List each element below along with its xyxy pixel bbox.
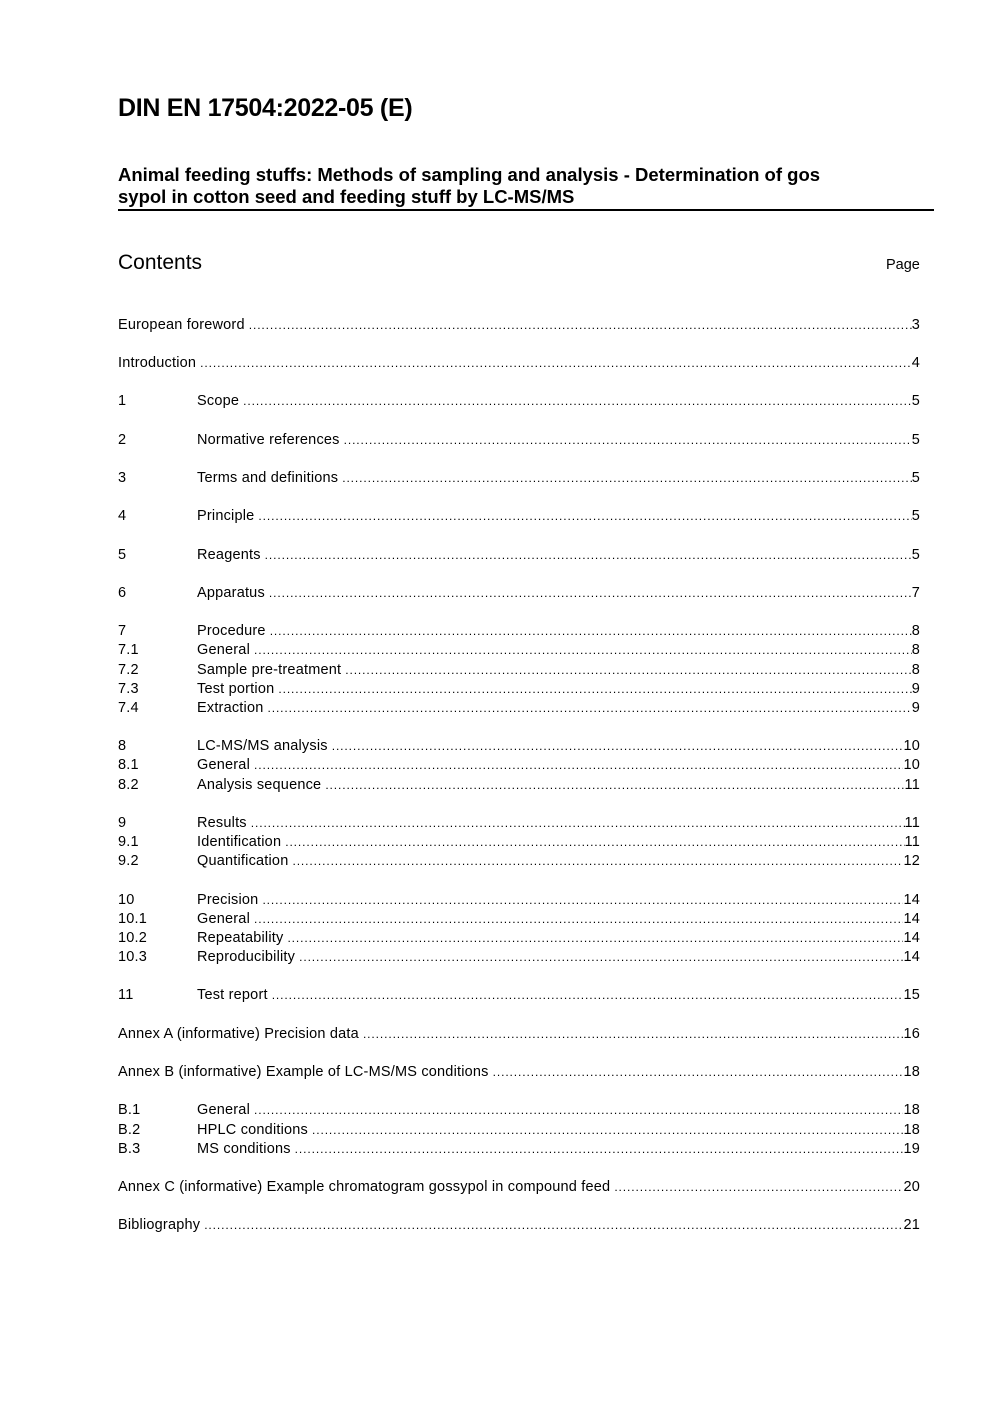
toc-entry-number: 10.1 xyxy=(118,911,148,927)
toc-entry-page: 14 xyxy=(903,911,920,927)
toc-entry-number: 5 xyxy=(118,547,127,563)
toc-dot-leader xyxy=(254,910,903,929)
toc-entry-number: 10.3 xyxy=(118,949,148,965)
toc-entry[interactable] xyxy=(118,680,920,699)
toc-dot-leader xyxy=(344,431,912,450)
toc-entry-title: Bibliography xyxy=(118,1217,201,1233)
toc-entry-number: 7.1 xyxy=(118,642,139,658)
toc-entry-title: Identification xyxy=(197,834,282,850)
toc-entry-page: 7 xyxy=(911,585,920,601)
toc-entry-page: 20 xyxy=(903,1179,920,1195)
toc-entry[interactable] xyxy=(118,929,920,948)
toc-entry-title: Repeatability xyxy=(197,930,284,946)
toc-entry[interactable] xyxy=(118,891,920,910)
toc-entry-page: 10 xyxy=(903,757,920,773)
toc-entry[interactable] xyxy=(118,833,920,852)
toc-dot-leader xyxy=(287,929,903,948)
toc-dot-leader xyxy=(200,354,912,373)
toc-entry-title: LC-MS/MS analysis xyxy=(197,738,328,754)
toc-entry-page: 18 xyxy=(903,1102,920,1118)
toc-dot-leader xyxy=(325,776,904,795)
toc-dot-leader xyxy=(254,1101,903,1120)
toc-entry[interactable] xyxy=(118,584,920,603)
toc-entry[interactable] xyxy=(118,1178,920,1197)
toc-entry-page: 4 xyxy=(911,355,920,371)
toc-entry[interactable] xyxy=(118,1025,920,1044)
toc-entry-title: Quantification xyxy=(197,853,289,869)
toc-entry[interactable] xyxy=(118,1216,920,1235)
toc-entry-page: 8 xyxy=(911,642,920,658)
toc-entry[interactable] xyxy=(118,316,920,335)
toc-entry-title: Reagents xyxy=(197,547,261,563)
toc-dot-leader xyxy=(285,833,904,852)
toc-entry-title: Annex B (informative) Example of LC-MS/MS conditions xyxy=(118,1064,489,1080)
toc-dot-leader xyxy=(363,1025,904,1044)
toc-dot-leader xyxy=(295,1140,904,1159)
toc-entry-number: 8.2 xyxy=(118,777,139,793)
toc-entry-title: Scope xyxy=(197,393,240,409)
toc-entry-page: 5 xyxy=(911,547,920,563)
toc-entry-title: Principle xyxy=(197,508,255,524)
document-id: DIN EN 17504:2022-05 (E) xyxy=(118,94,413,122)
toc-entry-page: 15 xyxy=(903,987,920,1003)
toc-dot-leader xyxy=(254,756,903,775)
toc-entry-title: General xyxy=(197,911,250,927)
toc-entry-page: 21 xyxy=(903,1217,920,1233)
toc-entry-title: Precision xyxy=(197,892,259,908)
toc-entry-title: Annex C (informative) Example chromatogram gossypol in compound feed xyxy=(118,1179,611,1195)
toc-entry-page: 12 xyxy=(903,853,920,869)
toc-entry-title: MS conditions xyxy=(197,1141,291,1157)
toc-entry-page: 5 xyxy=(911,432,920,448)
toc-entry[interactable] xyxy=(118,546,920,565)
toc-entry-title: Test portion xyxy=(197,681,275,697)
toc-dot-leader xyxy=(345,661,912,680)
toc-dot-leader xyxy=(258,507,911,526)
toc-entry[interactable] xyxy=(118,431,920,450)
toc-dot-leader xyxy=(262,891,903,910)
document-title-line-1: Animal feeding stuffs: Methods of sampling and analysis - Determination of gos xyxy=(118,164,821,185)
toc-entry-number: 7.4 xyxy=(118,700,139,716)
toc-entry-page: 11 xyxy=(904,777,920,793)
toc-entry-number: 7.2 xyxy=(118,662,139,678)
toc-entry-title: Results xyxy=(197,815,247,831)
toc-entry[interactable] xyxy=(118,1101,920,1120)
toc-entry-title: Procedure xyxy=(197,623,266,639)
toc-entry-page: 5 xyxy=(911,508,920,524)
toc-entry-number: 8 xyxy=(118,738,127,754)
toc-entry-page: 18 xyxy=(903,1064,920,1080)
toc-dot-leader xyxy=(493,1063,904,1082)
toc-entry-number: 10.2 xyxy=(118,930,148,946)
toc-entry-page: 18 xyxy=(903,1122,920,1138)
toc-entry[interactable] xyxy=(118,699,920,718)
toc-entry-page: 14 xyxy=(903,949,920,965)
toc-entry-number: 3 xyxy=(118,470,127,486)
toc-entry[interactable] xyxy=(118,776,920,795)
toc-entry-page: 19 xyxy=(903,1141,920,1157)
toc-dot-leader xyxy=(204,1216,903,1235)
toc-entry-number: B.3 xyxy=(118,1141,141,1157)
toc-dot-leader xyxy=(614,1178,903,1197)
toc-entry-page: 5 xyxy=(911,393,920,409)
toc-entry[interactable] xyxy=(118,1121,920,1140)
toc-entry[interactable] xyxy=(118,756,920,775)
toc-entry-number: B.1 xyxy=(118,1102,141,1118)
toc-entry-page: 14 xyxy=(903,892,920,908)
toc-dot-leader xyxy=(272,986,904,1005)
toc-entry-title: HPLC conditions xyxy=(197,1122,308,1138)
toc-entry-number: 10 xyxy=(118,892,135,908)
toc-entry-number: 6 xyxy=(118,585,127,601)
toc-entry[interactable] xyxy=(118,986,920,1005)
toc-entry[interactable] xyxy=(118,622,920,641)
toc-entry-page: 9 xyxy=(911,700,920,716)
toc-entry[interactable] xyxy=(118,661,920,680)
page-column-label: Page xyxy=(886,257,920,273)
toc-entry-title: Test report xyxy=(197,987,268,1003)
toc-entry-number: B.2 xyxy=(118,1122,141,1138)
toc-entry[interactable] xyxy=(118,910,920,929)
toc-entry-title: Analysis sequence xyxy=(197,777,322,793)
toc-entry-number: 7.3 xyxy=(118,681,139,697)
toc-entry-number: 11 xyxy=(118,987,134,1003)
toc-entry-title: European foreword xyxy=(118,317,245,333)
toc-dot-leader xyxy=(265,546,912,565)
toc-entry-page: 9 xyxy=(911,681,920,697)
document-title xyxy=(118,164,934,211)
contents-heading: Contents xyxy=(118,251,203,274)
toc-dot-leader xyxy=(342,469,912,488)
toc-entry[interactable] xyxy=(118,814,920,833)
toc-entry[interactable] xyxy=(118,1140,920,1159)
toc-entry-number: 9 xyxy=(118,815,127,831)
toc-entry[interactable] xyxy=(118,737,920,756)
toc-entry-title: Apparatus xyxy=(197,585,265,601)
toc-entry-page: 11 xyxy=(904,815,920,831)
toc-entry-page: 14 xyxy=(903,930,920,946)
toc-dot-leader xyxy=(267,699,911,718)
toc-entry-title: General xyxy=(197,1102,250,1118)
toc-entry-page: 8 xyxy=(911,623,920,639)
toc-entry-page: 5 xyxy=(911,470,920,486)
toc-entry-number: 2 xyxy=(118,432,127,448)
toc-entry-page: 11 xyxy=(904,834,920,850)
toc-entry-number: 9.1 xyxy=(118,834,139,850)
toc-entry-title: General xyxy=(197,757,250,773)
toc-entry[interactable] xyxy=(118,507,920,526)
toc-entry-number: 4 xyxy=(118,508,127,524)
toc-entry[interactable] xyxy=(118,354,920,373)
toc-entry-page: 16 xyxy=(903,1026,920,1042)
document-title-line-2: sypol in cotton seed and feeding stuff by LC-MS/MS xyxy=(118,186,575,207)
toc-entry[interactable] xyxy=(118,1063,920,1082)
toc-dot-leader xyxy=(332,737,904,756)
toc-entry-title: Terms and definitions xyxy=(197,470,339,486)
toc-entry[interactable] xyxy=(118,641,920,660)
toc-entry-page: 3 xyxy=(911,317,920,333)
toc-dot-leader xyxy=(299,948,903,967)
toc-entry-title: Normative references xyxy=(197,432,340,448)
toc-entry-title: Introduction xyxy=(118,355,197,371)
toc-dot-leader xyxy=(254,641,912,660)
toc-dot-leader xyxy=(249,316,912,335)
toc-dot-leader xyxy=(269,584,912,603)
toc-entry[interactable] xyxy=(118,469,920,488)
toc-entry-page: 8 xyxy=(911,662,920,678)
toc-entry[interactable] xyxy=(118,948,920,967)
toc-entry-number: 9.2 xyxy=(118,853,139,869)
toc-entry-title: Extraction xyxy=(197,700,264,716)
toc-entry[interactable] xyxy=(118,852,920,871)
toc-entry-number: 8.1 xyxy=(118,757,139,773)
toc-entry-number: 7 xyxy=(118,623,127,639)
toc-entry[interactable] xyxy=(118,392,920,411)
toc-entry-title: Reproducibility xyxy=(197,949,296,965)
toc-dot-leader xyxy=(251,814,905,833)
toc-entry-number: 1 xyxy=(118,393,127,409)
toc-entry-title: Sample pre-treatment xyxy=(197,662,342,678)
toc-dot-leader xyxy=(278,680,911,699)
toc-dot-leader xyxy=(292,852,903,871)
toc-dot-leader xyxy=(312,1121,903,1140)
toc-dot-leader xyxy=(243,392,912,411)
toc-entry-title: General xyxy=(197,642,250,658)
toc-dot-leader xyxy=(270,622,912,641)
toc-entry-title: Annex A (informative) Precision data xyxy=(118,1026,359,1042)
toc-entry-page: 10 xyxy=(903,738,920,754)
